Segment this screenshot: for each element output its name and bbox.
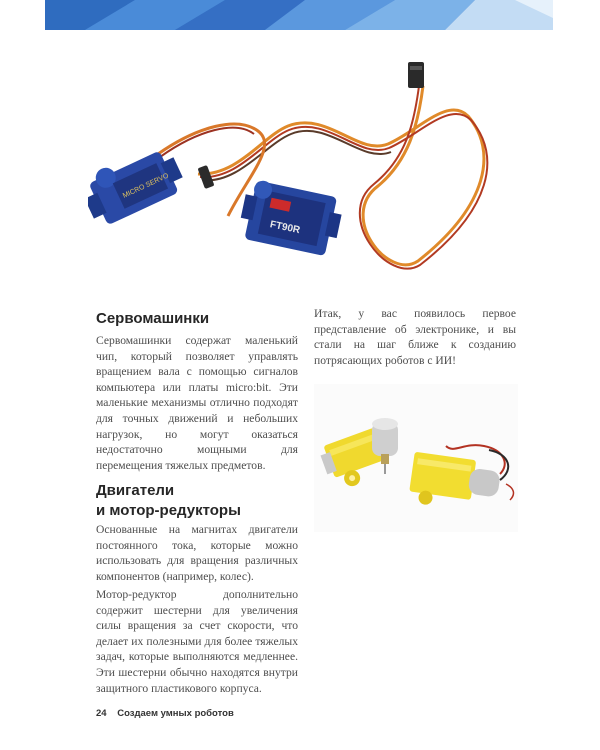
- page-footer: [96, 708, 242, 719]
- right-servo-label: FT90R: [268, 219, 302, 237]
- servo-motors-image: [88, 56, 528, 274]
- gear-motors-image: [314, 384, 518, 532]
- motor-paragraph-1: Основанные на магнитах двигатели постоянного тока, которые можно использовать для вращения различных компонентов (например, колес).: [96, 523, 298, 583]
- motor-heading-line1: Двигатели: [96, 482, 175, 499]
- left-servo-label: MICRO SERVO: [121, 172, 170, 200]
- book-title: Создаем умных роботов: [117, 708, 234, 719]
- intro-conclusion-paragraph: Итак, у вас появилось первое представление об электронике, и вы стали на шаг ближе к созданию потрясающих роботов с ИИ!: [314, 307, 516, 367]
- servo-heading: Сервомашинки: [96, 310, 210, 327]
- top-banner: [45, 0, 553, 30]
- motor-paragraph-2: Мотор-редуктор дополнительно содержит шестерни для увеличения силы вращения за счет скорости, что делает их полезными для более тяжелых задач, которые выполняются медленнее. Эти шестерни обычно находятся внутри защитного пластикового корпуса.: [96, 588, 298, 695]
- servo-paragraph: Сервомашинки содержат маленький чип, который позволяет управлять вращением вала с помощью сигналов компьютера или платы micro:bit. Эти маленькие механизмы отлично подходят для точных движений и небольших нагрузок, но могут оказаться недостаточно мощными для перемещения тяжелых предметов.: [96, 334, 298, 472]
- motor-heading-line2: и мотор-редукторы: [96, 502, 241, 519]
- page-number: 24: [96, 708, 107, 719]
